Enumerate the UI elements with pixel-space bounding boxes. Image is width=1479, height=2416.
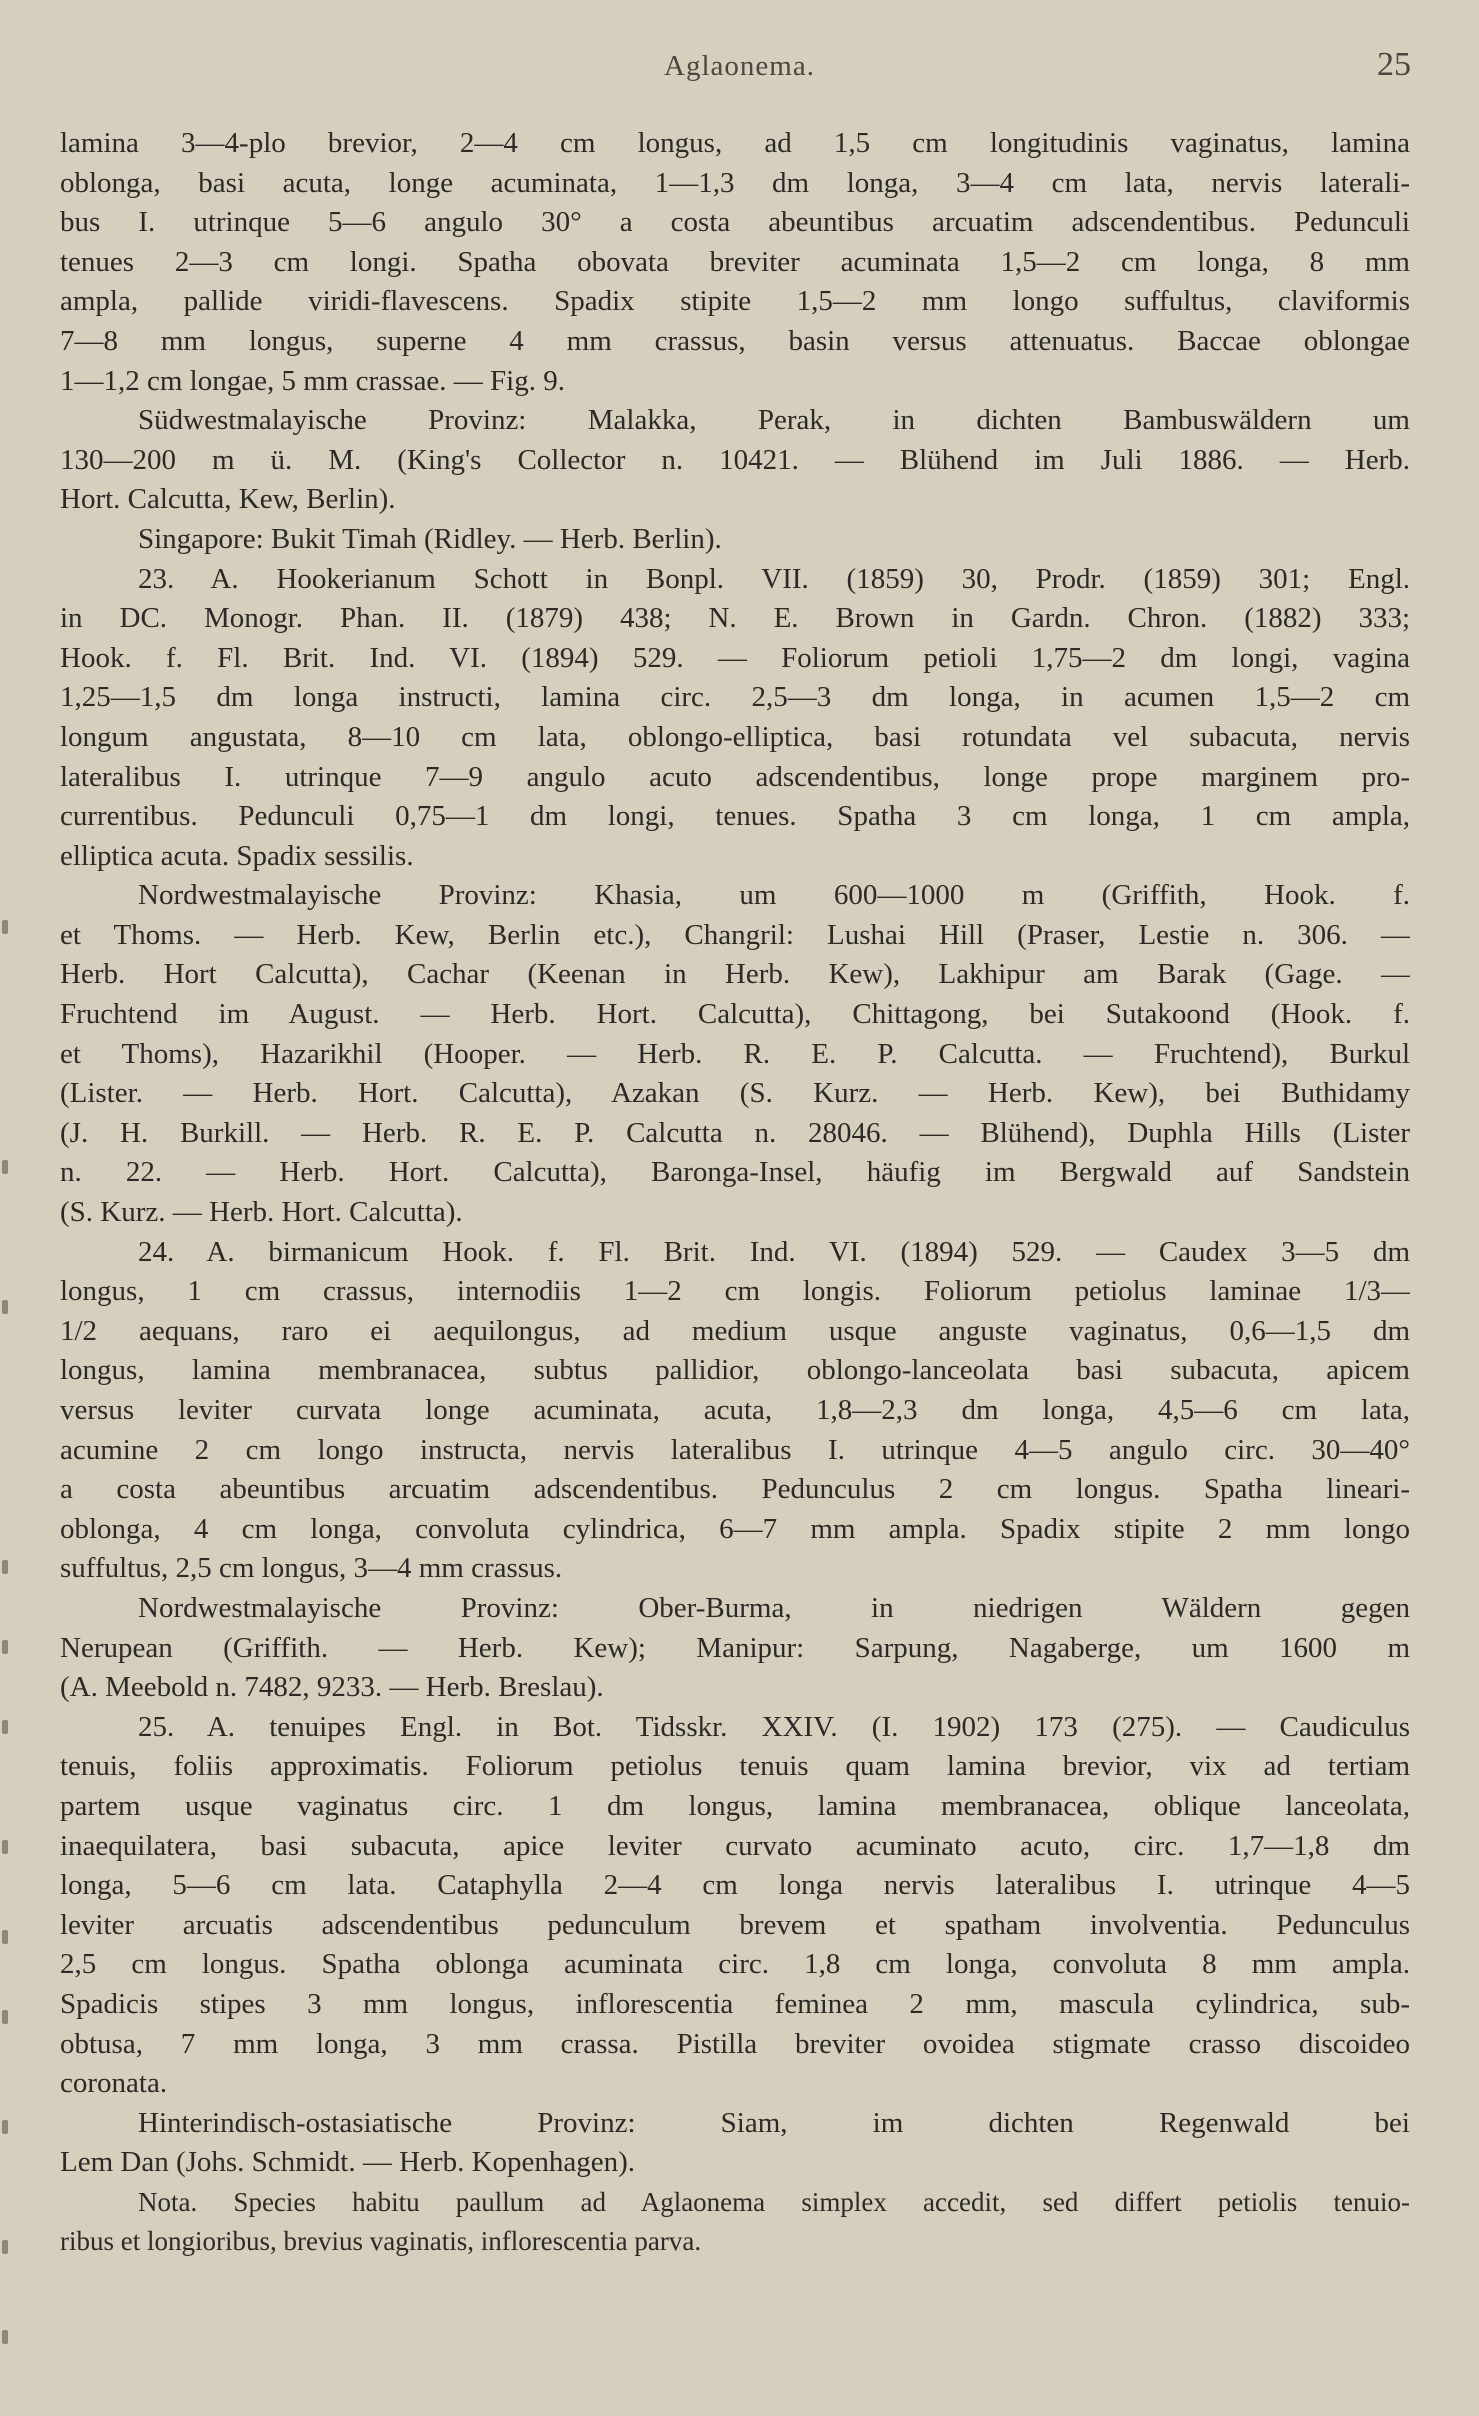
text-line: Hort. Calcutta, Kew, Berlin).	[60, 483, 396, 516]
text-line: 1/2 aequans, raro ei aequilongus, ad medium usque anguste vaginatus, 0,6—1,5 dm	[60, 1314, 1410, 1347]
text-line: longum angustata, 8—10 cm lata, oblongo-elliptica, basi rotundata vel subacuta, nervis	[60, 720, 1410, 753]
text-line: oblonga, basi acuta, longe acuminata, 1—1,3 dm longa, 3—4 cm lata, nervis laterali-	[60, 166, 1410, 199]
text-line: (A. Meebold n. 7482, 9233. — Herb. Breslau).	[60, 1671, 604, 1704]
note-line: ribus et longioribus, brevius vaginatis, inflorescentia parva.	[60, 2226, 702, 2257]
locality-line: Hinterindisch-ostasiatische Provinz: Siam, im dichten Regenwald bei	[138, 2106, 1410, 2139]
text-line: (S. Kurz. — Herb. Hort. Calcutta).	[60, 1196, 463, 1229]
species-heading-line: 25. A. tenuipes Engl. in Bot. Tidsskr. XXIV. (I. 1902) 173 (275). — Caudiculus	[138, 1710, 1410, 1743]
text-line: Hook. f. Fl. Brit. Ind. VI. (1894) 529. — Foliorum petioli 1,75—2 dm longi, vagina	[60, 641, 1410, 674]
text-line: ampla, pallide viridi-flavescens. Spadix stipite 1,5—2 mm longo suffultus, claviformis	[60, 285, 1410, 318]
text-line: 2,5 cm longus. Spatha oblonga acuminata circ. 1,8 cm longa, convoluta 8 mm ampla.	[60, 1948, 1410, 1981]
text-line: (Lister. — Herb. Hort. Calcutta), Azakan (S. Kurz. — Herb. Kew), bei Buthidamy	[60, 1077, 1410, 1110]
species-heading-line: 23. A. Hookerianum Schott in Bonpl. VII. (1859) 30, Prodr. (1859) 301; Engl.	[138, 562, 1410, 595]
locality-line: Südwestmalayische Provinz: Malakka, Perak, in dichten Bambuswäldern um	[138, 404, 1410, 437]
note-line: Nota. Species habitu paullum ad Aglaonema simplex accedit, sed differt petiolis tenuio-	[138, 2186, 1410, 2217]
species-heading-line: 24. A. birmanicum Hook. f. Fl. Brit. Ind. VI. (1894) 529. — Caudex 3—5 dm	[138, 1235, 1410, 1268]
text-line: Herb. Hort Calcutta), Cachar (Keenan in Herb. Kew), Lakhipur am Barak (Gage. —	[60, 958, 1410, 991]
text-line: elliptica acuta. Spadix sessilis.	[60, 839, 414, 872]
text-line: versus leviter curvata longe acuminata, acuta, 1,8—2,3 dm longa, 4,5—6 cm lata,	[60, 1394, 1410, 1426]
locality-line: Nordwestmalayische Provinz: Khasia, um 600—1000 m (Griffith, Hook. f.	[138, 879, 1410, 912]
text-line: obtusa, 7 mm longa, 3 mm crassa. Pistilla breviter ovoidea stigmate crasso discoideo	[60, 2027, 1410, 2060]
text-line: 7—8 mm longus, superne 4 mm crassus, basin versus attenuatus. Baccae oblongae	[60, 324, 1410, 357]
text-line: bus I. utrinque 5—6 angulo 30° a costa abeuntibus arcuatim adscendentibus. Pedunculi	[60, 206, 1410, 239]
text-line: et Thoms. — Herb. Kew, Berlin etc.), Changril: Lushai Hill (Praser, Lestie n. 306. —	[60, 918, 1410, 951]
text-line: et Thoms), Hazarikhil (Hooper. — Herb. R. E. P. Calcutta. — Fruchtend), Burkul	[60, 1037, 1410, 1070]
running-title: Aglaonema.	[664, 50, 815, 82]
text-line: coronata.	[60, 2067, 168, 2100]
text-line: leviter arcuatis adscendentibus pedunculum brevem et spatham involventia. Pedunculus	[60, 1908, 1410, 1941]
text-line: currentibus. Pedunculi 0,75—1 dm longi, tenues. Spatha 3 cm longa, 1 cm ampla,	[60, 800, 1410, 833]
text-line: n. 22. — Herb. Hort. Calcutta), Baronga-Insel, häufig im Bergwald auf Sandstein	[60, 1156, 1410, 1189]
text-line: suffultus, 2,5 cm longus, 3—4 mm crassus.	[60, 1552, 563, 1585]
text-line: 130—200 m ü. M. (King's Collector n. 10421. — Blühend im Juli 1886. — Herb.	[60, 443, 1410, 476]
page-body	[60, 124, 1410, 2262]
text-line: in DC. Monogr. Phan. II. (1879) 438; N. E. Brown in Gardn. Chron. (1882) 333;	[60, 602, 1410, 635]
text-line: a costa abeuntibus arcuatim adscendentibus. Pedunculus 2 cm longus. Spatha lineari-	[60, 1473, 1410, 1506]
text-line: partem usque vaginatus circ. 1 dm longus, lamina membranacea, oblique lanceolata,	[60, 1789, 1410, 1822]
text-line: acumine 2 cm longo instructa, nervis lateralibus I. utrinque 4—5 angulo circ. 30—40°	[60, 1433, 1410, 1466]
page-number: 25	[1377, 46, 1411, 83]
text-line: tenues 2—3 cm longi. Spatha obovata breviter acuminata 1,5—2 cm longa, 8 mm	[60, 245, 1410, 278]
text-line: inaequilatera, basi subacuta, apice leviter curvato acuminato acuto, circ. 1,7—1,8 dm	[60, 1829, 1410, 1862]
text-line: longa, 5—6 cm lata. Cataphylla 2—4 cm longa nervis lateralibus I. utrinque 4—5	[60, 1869, 1410, 1902]
locality-line: Nordwestmalayische Provinz: Ober-Burma, in niedrigen Wäldern gegen	[138, 1591, 1410, 1624]
text-line: oblonga, 4 cm longa, convoluta cylindrica, 6—7 mm ampla. Spadix stipite 2 mm longo	[60, 1512, 1410, 1545]
text-line: Fruchtend im August. — Herb. Hort. Calcutta), Chittagong, bei Sutakoond (Hook. f.	[60, 998, 1410, 1031]
text-line: Nerupean (Griffith. — Herb. Kew); Manipur: Sarpung, Nagaberge, um 1600 m	[60, 1631, 1410, 1664]
locality-line: Singapore: Bukit Timah (Ridley. — Herb. Berlin).	[138, 522, 722, 555]
text-line: longus, lamina membranacea, subtus pallidior, oblongo-lanceolata basi subacuta, apicem	[60, 1354, 1410, 1387]
page-edge-marks	[0, 0, 14, 2416]
text-line: lamina 3—4-plo brevior, 2—4 cm longus, ad 1,5 cm longitudinis vaginatus, lamina	[60, 127, 1410, 159]
text-line: Lem Dan (Johs. Schmidt. — Herb. Kopenhagen).	[60, 2146, 636, 2179]
text-line: Spadicis stipes 3 mm longus, inflorescentia feminea 2 mm, mascula cylindrica, sub-	[60, 1987, 1410, 2020]
text-line: longus, 1 cm crassus, internodiis 1—2 cm longis. Foliorum petiolus laminae 1/3—	[60, 1275, 1410, 1308]
text-line: tenuis, foliis approximatis. Foliorum petiolus tenuis quam lamina brevior, vix ad tertiam	[60, 1750, 1410, 1783]
text-line: 1—1,2 cm longae, 5 mm crassae. — Fig. 9.	[60, 364, 565, 397]
text-line: (J. H. Burkill. — Herb. R. E. P. Calcutta n. 28046. — Blühend), Duphla Hills (Lister	[60, 1116, 1410, 1149]
text-line: 1,25—1,5 dm longa instructi, lamina circ. 2,5—3 dm longa, in acumen 1,5—2 cm	[60, 681, 1410, 714]
text-line: lateralibus I. utrinque 7—9 angulo acuto adscendentibus, longe prope marginem pro-	[60, 760, 1410, 793]
